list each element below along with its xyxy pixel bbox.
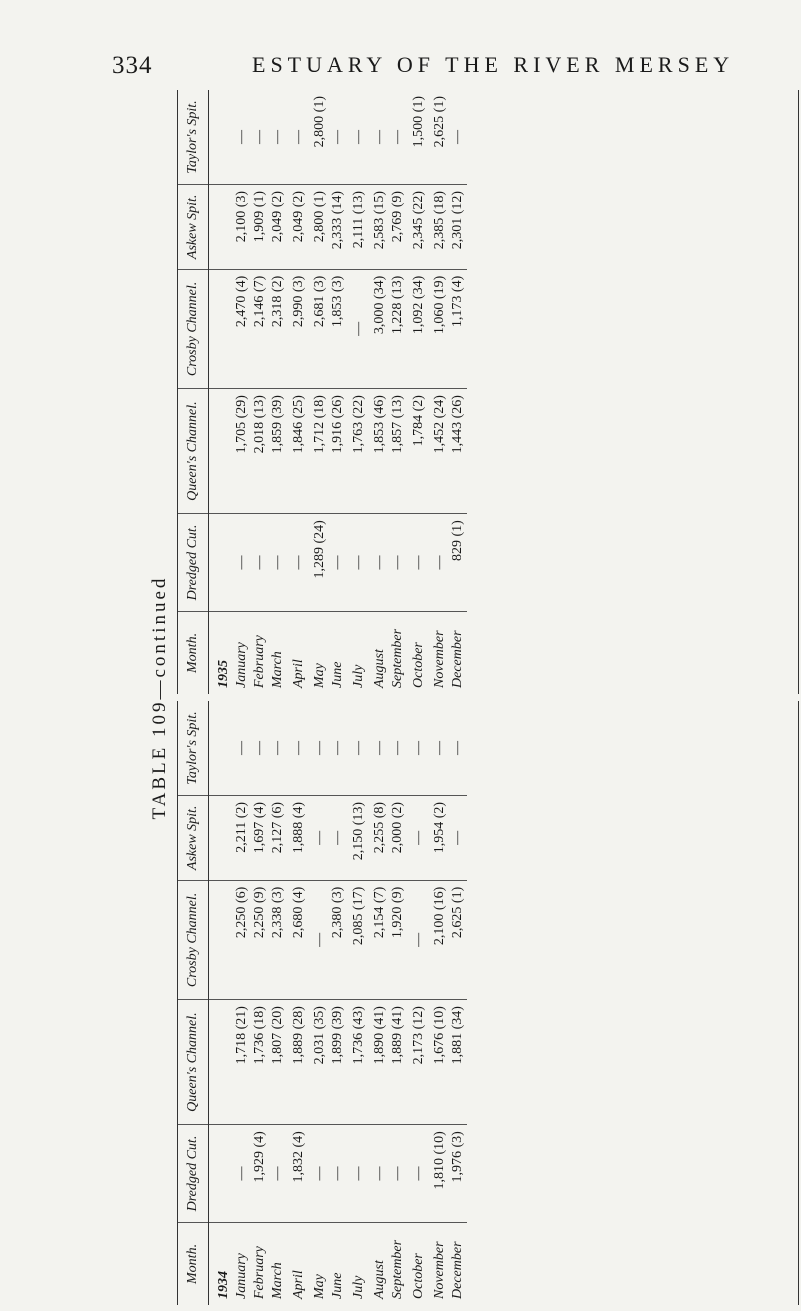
- cell-askew: —: [311, 795, 329, 880]
- cell-queens: 2,018 (13): [251, 389, 269, 514]
- cell-month: May: [312, 663, 327, 688]
- cell-crosby: 1,920 (9): [389, 880, 407, 999]
- cell-taylors: —: [233, 90, 251, 184]
- col-queens-channel: Queen's Channel.: [178, 389, 209, 514]
- cell-askew: 2,333 (14): [329, 184, 347, 269]
- col-month: Month.: [178, 1222, 209, 1305]
- table-row: [371, 701, 389, 1305]
- cell-askew: 1,697 (4): [251, 795, 269, 880]
- cell-crosby: 2,318 (2): [269, 269, 287, 388]
- cell-queens: 2,173 (12): [407, 1000, 431, 1125]
- table-row: [287, 90, 311, 694]
- cell-queens: 1,763 (22): [347, 389, 371, 514]
- cell-month: March: [270, 1262, 285, 1299]
- cell-dredged: 1,929 (4): [251, 1125, 269, 1223]
- cell-askew: 2,800 (1): [311, 184, 329, 269]
- cell-taylors: —: [251, 90, 269, 184]
- cell-queens: 2,031 (35): [311, 1000, 329, 1125]
- table-body-1935: [209, 90, 468, 694]
- header-row: [178, 701, 209, 1305]
- cell-crosby: 1,092 (34): [407, 269, 431, 388]
- cell-crosby: 1,853 (3): [329, 269, 347, 388]
- table-row: [449, 90, 467, 694]
- cell-queens: 1,718 (21): [233, 1000, 251, 1125]
- page-number: 334: [112, 52, 153, 79]
- cell-taylors: 2,800 (1): [311, 90, 329, 184]
- cell-queens: 1,443 (26): [449, 389, 467, 514]
- cell-queens: 1,736 (43): [347, 1000, 371, 1125]
- col-crosby-channel: Crosby Channel.: [178, 880, 209, 999]
- table-row: [329, 90, 347, 694]
- year-row: [209, 701, 234, 1305]
- table-row: [251, 701, 269, 1305]
- empty-cell: [209, 1125, 234, 1223]
- cell-queens: 1,889 (41): [389, 1000, 407, 1125]
- cell-askew: 2,769 (9): [389, 184, 407, 269]
- cell-askew: 2,100 (3): [233, 184, 251, 269]
- cell-dredged: —: [329, 514, 347, 612]
- cell-askew: 1,954 (2): [431, 795, 449, 880]
- cell-dredged: 1,976 (3): [449, 1125, 467, 1223]
- table-title: TABLE 109—continued: [149, 575, 170, 820]
- col-askew-spit: Askew Spit.: [178, 795, 209, 880]
- cell-taylors: —: [407, 701, 431, 795]
- table-row: [311, 701, 329, 1305]
- empty-cell: [209, 389, 234, 514]
- col-askew-spit: Askew Spit.: [178, 184, 209, 269]
- cell-queens: 1,705 (29): [233, 389, 251, 514]
- cell-month: July: [351, 1275, 366, 1299]
- table-body-1934: [209, 701, 468, 1305]
- cell-queens: 1,859 (39): [269, 389, 287, 514]
- cell-dredged: —: [233, 1125, 251, 1223]
- cell-askew: 1,888 (4): [287, 795, 311, 880]
- cell-dredged: —: [311, 1125, 329, 1223]
- col-dredged-cut: Dredged Cut.: [178, 514, 209, 612]
- cell-askew: 1,909 (1): [251, 184, 269, 269]
- cell-queens: 1,857 (13): [389, 389, 407, 514]
- col-month: Month.: [178, 611, 209, 694]
- col-taylors-spit: Taylor's Spit.: [178, 90, 209, 184]
- cell-askew: 2,049 (2): [269, 184, 287, 269]
- cell-taylors: —: [389, 90, 407, 184]
- cell-dredged: —: [407, 514, 431, 612]
- cell-month: November: [432, 1241, 447, 1299]
- cell-crosby: 3,000 (34): [371, 269, 389, 388]
- cell-askew: —: [407, 795, 431, 880]
- cell-month: June: [330, 661, 345, 688]
- cell-crosby: —: [407, 880, 431, 999]
- cell-taylors: —: [269, 90, 287, 184]
- cell-taylors: —: [449, 90, 467, 184]
- cell-month: January: [234, 1253, 249, 1299]
- cell-crosby: 2,338 (3): [269, 880, 287, 999]
- cell-taylors: —: [347, 90, 371, 184]
- table-row: [347, 90, 371, 694]
- cell-month: May: [312, 1274, 327, 1299]
- cell-queens: 1,712 (18): [311, 389, 329, 514]
- cell-taylors: —: [329, 701, 347, 795]
- cell-month: October: [411, 642, 426, 688]
- cell-month: December: [450, 1241, 465, 1299]
- table-row: [251, 90, 269, 694]
- cell-queens: 1,846 (25): [287, 389, 311, 514]
- cell-crosby: 2,085 (17): [347, 880, 371, 999]
- table-1934: [177, 701, 799, 1305]
- cell-crosby: 2,154 (7): [371, 880, 389, 999]
- cell-dredged: —: [389, 514, 407, 612]
- cell-taylors: 1,500 (1): [407, 90, 431, 184]
- table-row: [311, 90, 329, 694]
- table-1935: [177, 90, 799, 694]
- cell-dredged: 1,289 (24): [311, 514, 329, 612]
- cell-dredged: 829 (1): [449, 514, 467, 612]
- cell-crosby: 2,680 (4): [287, 880, 311, 999]
- cell-dredged: —: [233, 514, 251, 612]
- cell-crosby: 2,146 (7): [251, 269, 269, 388]
- cell-taylors: —: [311, 701, 329, 795]
- cell-queens: 1,736 (18): [251, 1000, 269, 1125]
- col-crosby-channel: Crosby Channel.: [178, 269, 209, 388]
- data-table: [178, 90, 467, 694]
- table-row: [233, 701, 251, 1305]
- cell-crosby: 1,228 (13): [389, 269, 407, 388]
- cell-dredged: —: [389, 1125, 407, 1223]
- cell-taylors: 2,625 (1): [431, 90, 449, 184]
- cell-queens: 1,853 (46): [371, 389, 389, 514]
- cell-askew: 2,385 (18): [431, 184, 449, 269]
- table-row: [449, 701, 467, 1305]
- cell-dredged: —: [347, 514, 371, 612]
- cell-dredged: —: [251, 514, 269, 612]
- table-row: [431, 701, 449, 1305]
- cell-crosby: —: [311, 880, 329, 999]
- header-row: [178, 90, 209, 694]
- running-title: ESTUARY OF THE RIVER MERSEY: [252, 52, 735, 77]
- cell-askew: 2,111 (13): [347, 184, 371, 269]
- cell-askew: 2,049 (2): [287, 184, 311, 269]
- cell-queens: 1,676 (10): [431, 1000, 449, 1125]
- cell-taylors: —: [269, 701, 287, 795]
- cell-crosby: 1,173 (4): [449, 269, 467, 388]
- cell-taylors: —: [287, 701, 311, 795]
- cell-askew: 2,127 (6): [269, 795, 287, 880]
- cell-month: March: [270, 651, 285, 688]
- cell-crosby: 1,060 (19): [431, 269, 449, 388]
- cell-crosby: 2,250 (9): [251, 880, 269, 999]
- col-taylors-spit: Taylor's Spit.: [178, 701, 209, 795]
- empty-cell: [209, 795, 234, 880]
- col-queens-channel: Queen's Channel.: [178, 1000, 209, 1125]
- col-dredged-cut: Dredged Cut.: [178, 1125, 209, 1223]
- table-row: [287, 701, 311, 1305]
- cell-month: February: [252, 635, 267, 688]
- cell-queens: 1,890 (41): [371, 1000, 389, 1125]
- empty-cell: [209, 514, 234, 612]
- cell-askew: 2,255 (8): [371, 795, 389, 880]
- cell-dredged: —: [329, 1125, 347, 1223]
- cell-askew: 2,000 (2): [389, 795, 407, 880]
- cell-dredged: —: [269, 1125, 287, 1223]
- cell-month: December: [450, 630, 465, 688]
- cell-queens: 1,916 (26): [329, 389, 347, 514]
- year-row: [209, 90, 234, 694]
- cell-crosby: 2,380 (3): [329, 880, 347, 999]
- cell-askew: —: [329, 795, 347, 880]
- table-row: [371, 90, 389, 694]
- table-row: [407, 701, 431, 1305]
- empty-cell: [209, 269, 234, 388]
- cell-dredged: 1,810 (10): [431, 1125, 449, 1223]
- cell-month: October: [411, 1253, 426, 1299]
- cell-queens: 1,899 (39): [329, 1000, 347, 1125]
- cell-month: September: [390, 1239, 405, 1299]
- cell-crosby: 2,625 (1): [449, 880, 467, 999]
- cell-queens: 1,784 (2): [407, 389, 431, 514]
- cell-askew: 2,150 (13): [347, 795, 371, 880]
- cell-taylors: —: [389, 701, 407, 795]
- cell-taylors: —: [431, 701, 449, 795]
- cell-queens: 1,807 (20): [269, 1000, 287, 1125]
- table-row: [233, 90, 251, 694]
- table-row: [269, 701, 287, 1305]
- cell-queens: 1,881 (34): [449, 1000, 467, 1125]
- cell-month: July: [351, 664, 366, 688]
- cell-dredged: —: [371, 1125, 389, 1223]
- cell-month: June: [330, 1272, 345, 1299]
- cell-dredged: —: [347, 1125, 371, 1223]
- cell-dredged: 1,832 (4): [287, 1125, 311, 1223]
- cell-month: April: [291, 1270, 306, 1299]
- table-row: [347, 701, 371, 1305]
- cell-taylors: —: [449, 701, 467, 795]
- cell-queens: 1,889 (28): [287, 1000, 311, 1125]
- cell-taylors: —: [251, 701, 269, 795]
- cell-taylors: —: [329, 90, 347, 184]
- cell-askew: 2,211 (2): [233, 795, 251, 880]
- cell-month: February: [252, 1246, 267, 1299]
- cell-dredged: —: [269, 514, 287, 612]
- table-row: [389, 90, 407, 694]
- cell-crosby: —: [347, 269, 371, 388]
- table-row: [269, 90, 287, 694]
- cell-askew: 2,301 (12): [449, 184, 467, 269]
- empty-cell: [209, 184, 234, 269]
- cell-crosby: 2,990 (3): [287, 269, 311, 388]
- table-row: [407, 90, 431, 694]
- table-row: [329, 701, 347, 1305]
- cell-taylors: —: [371, 701, 389, 795]
- rotated-table-area: [143, 90, 798, 1305]
- cell-month: April: [291, 659, 306, 688]
- cell-dredged: —: [407, 1125, 431, 1223]
- table-row: [389, 701, 407, 1305]
- empty-cell: [209, 1000, 234, 1125]
- empty-cell: [209, 90, 234, 184]
- data-table: [178, 701, 467, 1305]
- cell-dredged: —: [371, 514, 389, 612]
- empty-cell: [209, 701, 234, 795]
- year-label: 1934: [216, 1271, 231, 1299]
- cell-taylors: —: [347, 701, 371, 795]
- cell-crosby: 2,100 (16): [431, 880, 449, 999]
- cell-crosby: 2,681 (3): [311, 269, 329, 388]
- cell-taylors: —: [287, 90, 311, 184]
- page-header: [0, 0, 801, 100]
- table-row: [431, 90, 449, 694]
- cell-month: August: [372, 1260, 387, 1299]
- cell-dredged: —: [287, 514, 311, 612]
- cell-month: January: [234, 642, 249, 688]
- year-label: 1935: [216, 660, 231, 688]
- cell-askew: —: [449, 795, 467, 880]
- cell-queens: 1,452 (24): [431, 389, 449, 514]
- cell-crosby: 2,470 (4): [233, 269, 251, 388]
- cell-dredged: —: [431, 514, 449, 612]
- cell-crosby: 2,250 (6): [233, 880, 251, 999]
- cell-month: November: [432, 630, 447, 688]
- cell-month: September: [390, 628, 405, 688]
- cell-askew: 2,583 (15): [371, 184, 389, 269]
- cell-taylors: —: [371, 90, 389, 184]
- cell-month: August: [372, 649, 387, 688]
- empty-cell: [209, 880, 234, 999]
- cell-taylors: —: [233, 701, 251, 795]
- cell-askew: 2,345 (22): [407, 184, 431, 269]
